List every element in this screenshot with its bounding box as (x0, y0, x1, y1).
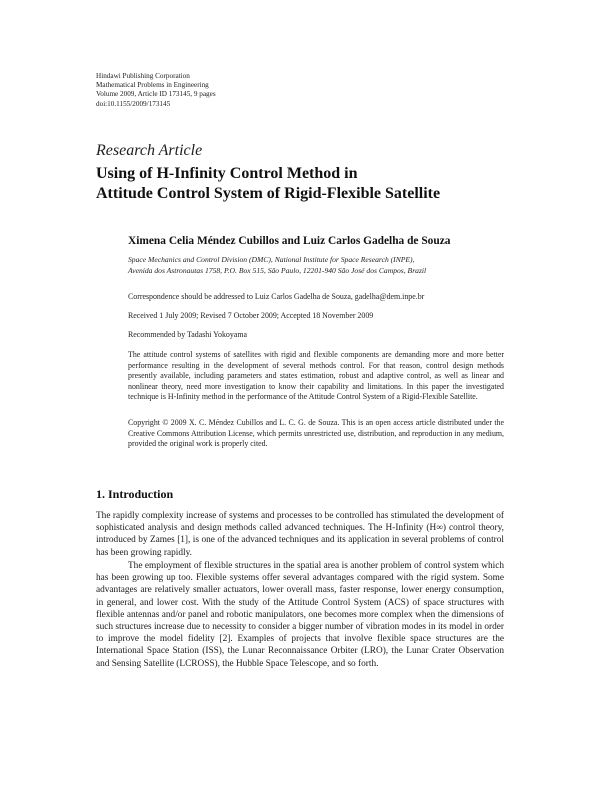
paper-title (96, 164, 516, 204)
correspondence-line: Correspondence should be addressed to Luiz Carlos Gadelha de Souza, gadelha@dem.inpe.br (128, 292, 425, 301)
volume-info: Volume 2009, Article ID 173145, 9 pages (96, 90, 216, 99)
affiliation-line-2: Avenida dos Astronautas 1758, P.O. Box 515, São Paulo, 12201-940 São José dos Campos, Brazil (128, 265, 427, 275)
affiliation (128, 255, 508, 276)
publisher-name: Hindawi Publishing Corporation (96, 72, 190, 80)
journal-header (96, 72, 396, 109)
doi-text: doi:10.1155/2009/173145 (96, 99, 171, 108)
article-type-label: Research Article (96, 142, 203, 159)
copyright-notice: Copyright © 2009 X. C. Méndez Cubillos and L. C. G. de Souza. This is an open access article distributed under the Creative Commons Attribution License, which permits unrestricted use, distribution, and reproduction in any medium, provided the original work is properly cited. (128, 418, 504, 449)
author-list: Ximena Celia Méndez Cubillos and Luiz Carlos Gadelha de Souza (128, 235, 451, 247)
affiliation-line-1: Space Mechanics and Control Division (DMC), National Institute for Space Research (INPE), (128, 255, 415, 264)
journal-name: Mathematical Problems in Engineering (96, 81, 209, 90)
title-line-1: Using of H-Infinity Control Method in (96, 165, 358, 182)
intro-paragraph-2: The employment of flexible structures in the spatial area is another problem of control system which has been growing up too. Flexible systems offer several advantages compared with the rigid system. Some advantages are relatively smaller actuators, lower overall mass, faster response, lower energy consumption, in general, and lower cost. With the study of the Attitude Control System (ACS) of space structures with flexible antennas and/or panel and robotic manipulators, one becomes more complex when the dimensions of such structures increase due to necessity to consider a bigger number of vibration modes in its model in order to improve the model fidelity [2]. Examples of projects that involve flexible space structures are the International Space Station (ISS), the Lunar Reconnaissance Orbiter (LRO), the Lunar Crater Observation and Sensing Satellite (LCROSS), the Hubble Space Telescope, and so forth. (96, 561, 504, 669)
intro-paragraph-1: The rapidly complexity increase of systems and processes to be controlled has stimulated the development of sophisticated analysis and design methods called advanced techniques. The H-Infinity (H∞) control theory, introduced by Zames [1], is one of the advanced techniques and its application in several problems of control has been growing rapidly. (96, 511, 504, 558)
abstract-paragraph: The attitude control systems of satellites with rigid and flexible components are demanding more and more better performance resulting in the development of several methods control. For that reason, control design methods presently available, including parameters and states estimation, robust and adaptive control, as well as linear and nonlinear theory, need more investigation to know their capability and limitations. In this paper the investigated technique is H-Infinity method in the performance of the Attitude Control System of a Rigid-Flexible Satellite. (128, 350, 504, 402)
recommended-line: Recommended by Tadashi Yokoyama (128, 330, 247, 339)
section-heading-introduction: 1. Introduction (96, 487, 174, 501)
title-line-2: Attitude Control System of Rigid-Flexible Satellite (96, 185, 441, 202)
dates-line: Received 1 July 2009; Revised 7 October 2009; Accepted 18 November 2009 (128, 311, 374, 320)
